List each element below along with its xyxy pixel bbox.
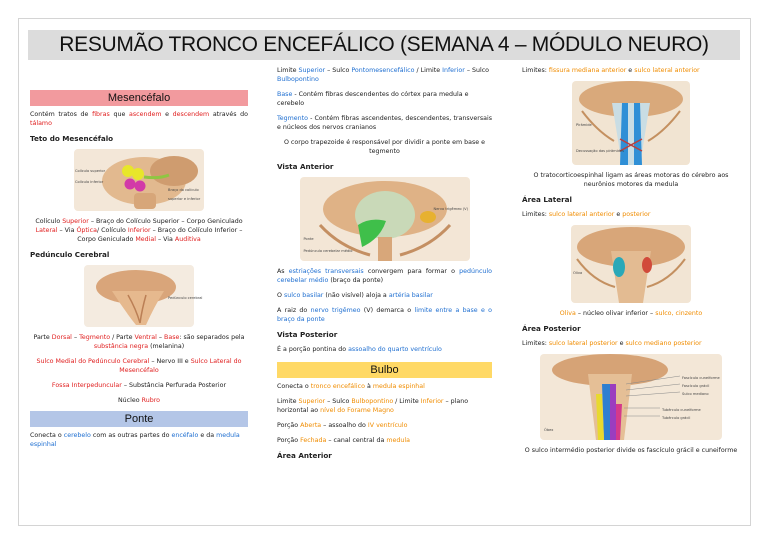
figure-area-lateral-svg: [571, 225, 691, 303]
porcao-text: É a porção pontina do assoalho do quarto ventrículo: [277, 346, 442, 353]
section-header-mesencefalo: Mesencéfalo: [30, 90, 248, 106]
vista-posterior-title: Vista Posterior: [277, 330, 338, 339]
vista-anterior-title: Vista Anterior: [277, 162, 334, 171]
area-anterior-title: Área Anterior: [277, 451, 332, 460]
bulbo-intro: Conecta o tronco encefálico à medula espinhal: [277, 383, 425, 390]
tratocorticoespinhal-text: O tratocorticoespinhal ligam as áreas motoras do cérebro aos neurônios motores da medula: [533, 172, 729, 188]
coliculos-text: Colículo Superior – Braço do Colículo Superior – Corpo Geniculado Lateral – Via Óptica/ Colículo Inferior – Braço do Colículo Inferior – Corpo Geniculado Medial – Via Auditiva: [35, 218, 243, 243]
ponte-intro: Conecta o cerebelo com as outras partes do encéfalo e da medula espinhal: [30, 432, 240, 448]
figure-vista-anterior: Nervo trigêmeo (V) Ponte Pedúnculo cerebelar médio: [300, 177, 470, 261]
fossa-text: Fossa Interpeduncular – Substância Perfurada Posterior: [51, 382, 227, 389]
section-header-bulbo: Bulbo: [277, 362, 492, 378]
ponte-corpo: O corpo trapezoide é responsável por dividir a ponte em base e tegmento: [283, 139, 486, 155]
sulco-basilar-text: O sulco basilar (não visível) aloja a artéria basilar: [277, 292, 433, 299]
bulbo-limite: Limite Superior – Sulco Bulbopontino / Limite Inferior – plano horizontal ao nível do Forame Magno: [277, 398, 469, 414]
teto-title: Teto do Mesencéfalo: [30, 134, 114, 143]
sulco-intermedio-text: O sulco intermédio posterior divide os fascículo grácil e cuneiforme: [524, 447, 738, 454]
ponte-tegmento: Tegmento - Contém fibras ascendentes, descendentes, transversais e núcleos dos nervos cranianos: [277, 115, 492, 131]
sulco-text: Sulco Medial do Pedúnculo Cerebral – Nervo III e Sulco Lateral do Mesencéfalo: [36, 358, 242, 374]
area-lateral-title: Área Lateral: [522, 195, 572, 204]
ponte-limite: Limite Superior – Sulco Pontomesencefálico / Limite Inferior – Sulco Bulbopontino: [277, 67, 490, 83]
column-bulbo-areas: [522, 66, 740, 461]
limites-anterior: Limites: fissura mediana anterior e sulco lateral anterior: [522, 67, 700, 74]
page-title: RESUMÃO TRONCO ENCEFÁLICO (SEMANA 4 – MÓDULO NEURO): [28, 30, 740, 60]
partes-text: Parte Dorsal – Tegmento / Parte Ventral – Base: são separados pela substância negra (melanina): [33, 334, 245, 350]
figure-pedunculo: Pedúnculo cerebral: [84, 265, 194, 327]
raiz-text: A raiz do nervo trigêmeo (V) demarca o limite entre a base e o braço da ponte: [277, 307, 493, 323]
limites-lateral: Limites: sulco lateral anterior e posterior: [522, 211, 651, 218]
pedunculo-title: Pedúnculo Cerebral: [30, 250, 110, 259]
oliva-text: Oliva – núcleo olivar inferior – sulco, cinzento: [559, 310, 703, 317]
figure-area-lateral: Oliva: [571, 225, 691, 303]
nucleo-text: Núcleo Rubro: [117, 397, 161, 404]
ponte-base: Base - Contém fibras descendentes do córtex para medula e cerebelo: [277, 91, 469, 107]
column-ponte-bulbo: [277, 66, 492, 466]
area-posterior-title: Área Posterior: [522, 324, 581, 333]
bulbo-fechada: Porção Fechada – canal central da medula: [277, 437, 410, 444]
figure-teto: Colículo superior Colículo inferior Braço do colículo superior e inferior: [74, 149, 204, 211]
column-mesencefalo: [30, 66, 248, 455]
bulbo-aberta: Porção Aberta – assoalho do IV ventrículo: [277, 422, 408, 429]
estrias-text: As estriações transversais convergem para formar o pedúnculo cerebelar médio (braço da ponte): [277, 268, 492, 284]
section-header-ponte: Ponte: [30, 411, 248, 427]
figure-area-anterior: Pirâmide Decussação das pirâmides: [572, 81, 690, 165]
figure-area-posterior: Fascículo cuneiforme Fascículo grácil Sulco mediano Tubérculo cuneiforme Tubérculo grácil Óbex: [540, 354, 722, 440]
mesencefalo-intro: Contém tratos de fibras que ascendem e descendem através do tálamo: [30, 111, 248, 127]
limites-posterior: Limites: sulco lateral posterior e sulco mediano posterior: [522, 340, 702, 347]
